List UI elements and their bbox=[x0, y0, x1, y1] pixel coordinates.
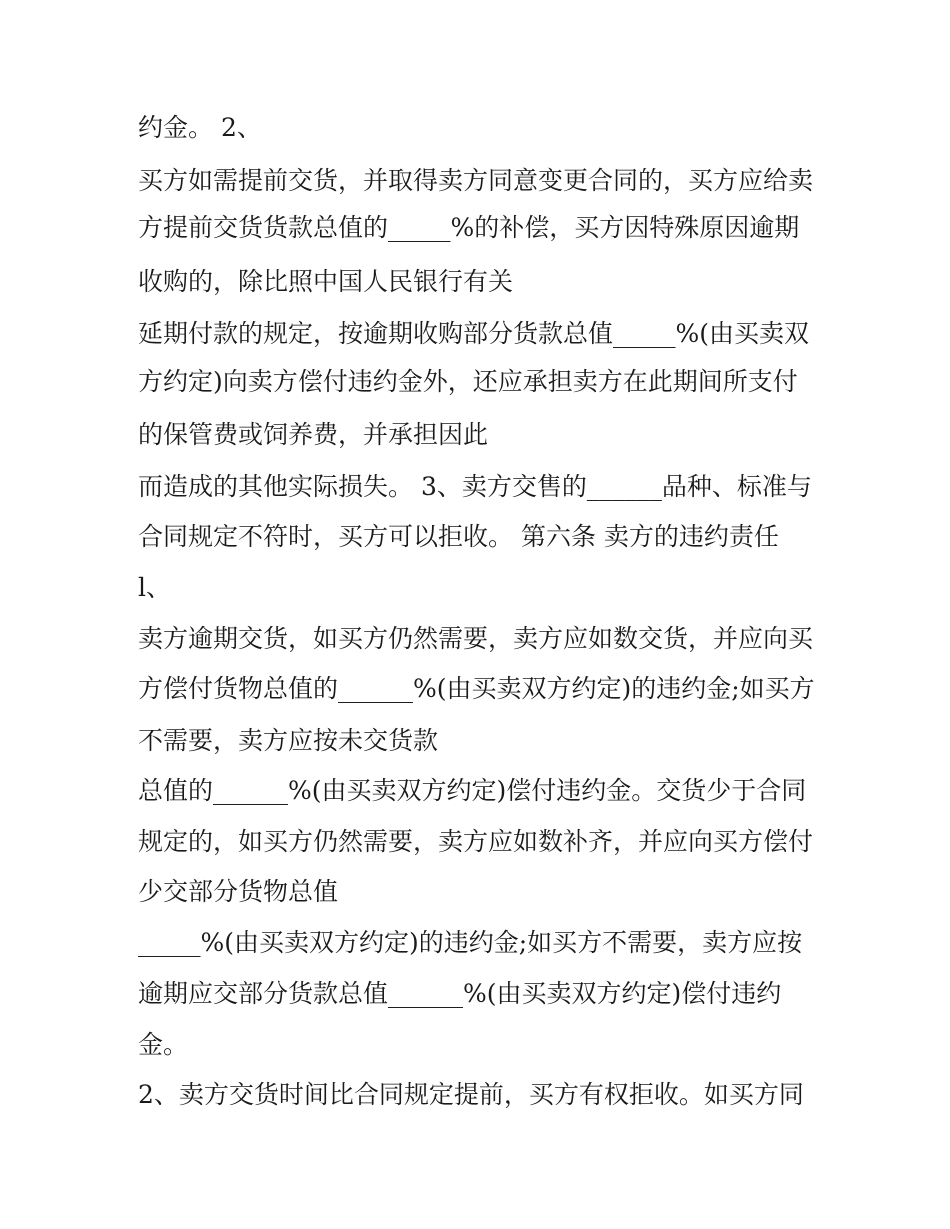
text-line: 收购的，除比照中国人民银行有关 bbox=[138, 267, 514, 296]
text-line: 合同规定不符时，买方可以拒收。 第六条 卖方的违约责任 bbox=[138, 522, 779, 551]
text-line: 卖方逾期交货，如买方仍然需要，卖方应如数交货，并应向买 bbox=[138, 624, 814, 653]
text-line: 总值的______%(由买卖双方约定)偿付违约金。交货少于合同 bbox=[138, 776, 807, 805]
text-line: 而造成的其他实际损失。 3、卖方交售的______品种、标准与 bbox=[138, 472, 812, 501]
text-line: 买方如需提前交货，并取得卖方同意变更合同的，买方应给卖 bbox=[138, 166, 814, 195]
text-line: 逾期应交部分货款总值______%(由买卖双方约定)偿付违约 bbox=[138, 979, 782, 1008]
text-line: 的保管费或饲养费，并承担因此 bbox=[138, 420, 489, 449]
text-line: 方偿付货物总值的______%(由买卖双方约定)的违约金;如买方 bbox=[138, 674, 815, 703]
text-line: 方约定)向卖方偿付违约金外，还应承担卖方在此期间所支付 bbox=[138, 367, 798, 396]
text-line: 金。 bbox=[138, 1030, 189, 1059]
text-line: 约金。 2、 bbox=[138, 113, 262, 142]
text-line: l、 bbox=[138, 573, 171, 602]
text-line: 少交部分货物总值 bbox=[138, 877, 339, 906]
text-line: 规定的，如买方仍然需要，卖方应如数补齐，并应向买方偿付 bbox=[138, 827, 814, 856]
text-line: 不需要，卖方应按未交货款 bbox=[138, 726, 439, 755]
text-line: 延期付款的规定，按逾期收购部分货款总值_____%(由买卖双 bbox=[138, 319, 810, 348]
text-line: 方提前交货货款总值的_____%的补偿，买方因特殊原因逾期 bbox=[138, 213, 800, 242]
text-line: _____%(由买卖双方约定)的违约金;如买方不需要，卖方应按 bbox=[138, 928, 803, 957]
text-line: 2、卖方交货时间比合同规定提前，买方有权拒收。如买方同 bbox=[138, 1080, 804, 1109]
